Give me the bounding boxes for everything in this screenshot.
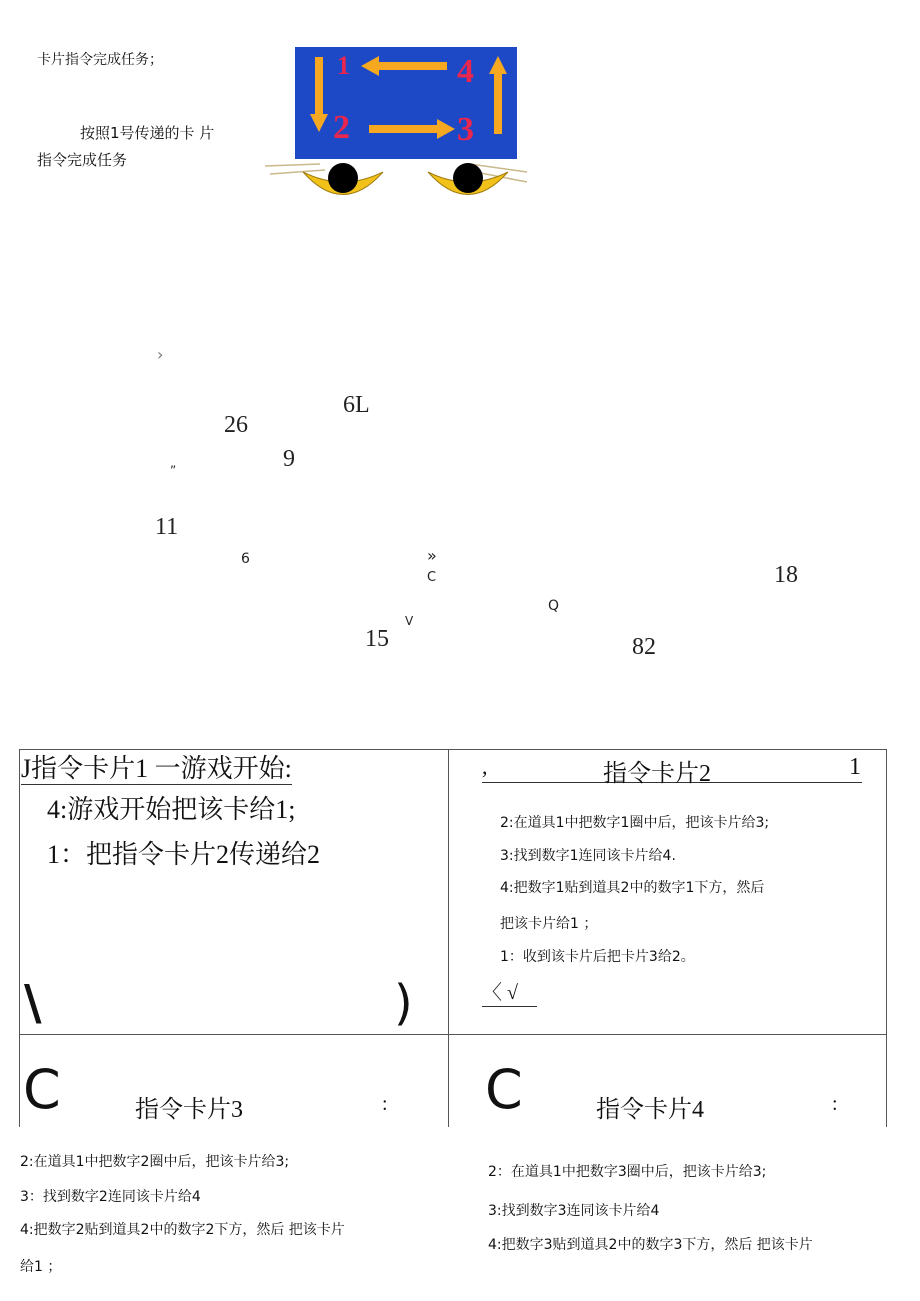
card-2-line-2: 3:找到数字1连同该卡片给4. <box>500 848 676 864</box>
intro-line-2: 按照1号传递的卡 片 <box>80 124 215 142</box>
card-1-bracket-right: ) <box>394 975 413 1031</box>
card-2-line-3: 4:把数字1贴到道具2中的数字1下方，然后 <box>500 880 765 896</box>
card-1-line-1: 4:游戏开始把该卡给1; <box>47 795 296 824</box>
card-4-title: 指令卡片4 <box>596 1097 704 1123</box>
grid-middle-border <box>19 1034 887 1035</box>
card-4-letter: C <box>485 1058 523 1121</box>
raquo-mark: » <box>427 546 437 565</box>
wheel-hub-right <box>453 163 483 193</box>
card-3-line-1: 2:在道具1中把数字2圈中后，把该卡片给3; <box>20 1154 290 1170</box>
number-6L: 6L <box>343 392 370 418</box>
number-18: 18 <box>774 562 798 588</box>
intro-line-1: 卡片指令完成任务； <box>37 52 163 68</box>
card-4-line-1: 2：在道具1中把数字3圈中后，把该卡片给3; <box>488 1164 767 1180</box>
number-9: 9 <box>283 446 295 466</box>
intro-line-3: 指令完成任务 <box>37 151 128 169</box>
quote-mark: „ <box>170 456 177 470</box>
card-3-line-3: 4:把数字2贴到道具2中的数字2下方，然后 把该卡片 <box>20 1222 345 1238</box>
card-2-title: 指令卡片2 <box>603 761 711 787</box>
grid-left-border <box>19 749 20 1127</box>
digit-2: 2 <box>333 109 350 146</box>
grid-right-border <box>886 749 887 1127</box>
wheel-hub-left <box>328 163 358 193</box>
number-6: 6 <box>241 551 250 567</box>
letter-q: Q <box>548 598 560 614</box>
number-15: 15 <box>365 626 389 652</box>
card-3-letter: C <box>23 1058 61 1121</box>
card-1-bracket-left: \ <box>24 975 42 1031</box>
card-3-colon: : <box>382 1093 388 1115</box>
digit-3: 3 <box>457 111 474 148</box>
card-3-line-4: 给1 ； <box>20 1259 62 1275</box>
card-2-check-mark: 〈 √ <box>482 980 537 1007</box>
letter-c: C <box>427 570 437 585</box>
number-26: 26 <box>224 412 248 438</box>
card-2-line-4: 把该卡片给1 ； <box>500 916 598 932</box>
card-2-number: 1 <box>849 754 861 780</box>
letter-v: V <box>405 614 414 628</box>
card-2-comma: , <box>482 754 488 779</box>
card-2-line-1: 2:在道具1中把数字1圈中后，把该卡片给3; <box>500 815 770 831</box>
cart-illustration <box>265 42 530 212</box>
card-2-line-5: 1：收到该卡片后把卡片3给2。 <box>500 949 695 965</box>
card-3-line-2: 3：找到数字2连同该卡片给4 <box>20 1189 201 1205</box>
grid-center-border <box>448 749 449 1127</box>
number-11: 11 <box>155 514 179 540</box>
card-4-line-2: 3:找到数字3连同该卡片给4 <box>488 1203 660 1219</box>
card-4-colon: : <box>832 1093 838 1115</box>
card-4-line-3: 4:把数字3贴到道具2中的数字3下方，然后 把该卡片 <box>488 1237 813 1253</box>
digit-1: 1 <box>337 51 350 80</box>
digit-4: 4 <box>457 53 474 90</box>
number-82: 82 <box>632 634 656 660</box>
card-3-title: 指令卡片3 <box>135 1097 243 1123</box>
card-1-line-2: 1：把指令卡片2传递给2 <box>47 840 321 869</box>
chevron-mark: › <box>157 345 164 364</box>
card-1-title: J指令卡片1 一游戏开始: <box>21 754 292 783</box>
grid-top-border <box>19 749 887 750</box>
